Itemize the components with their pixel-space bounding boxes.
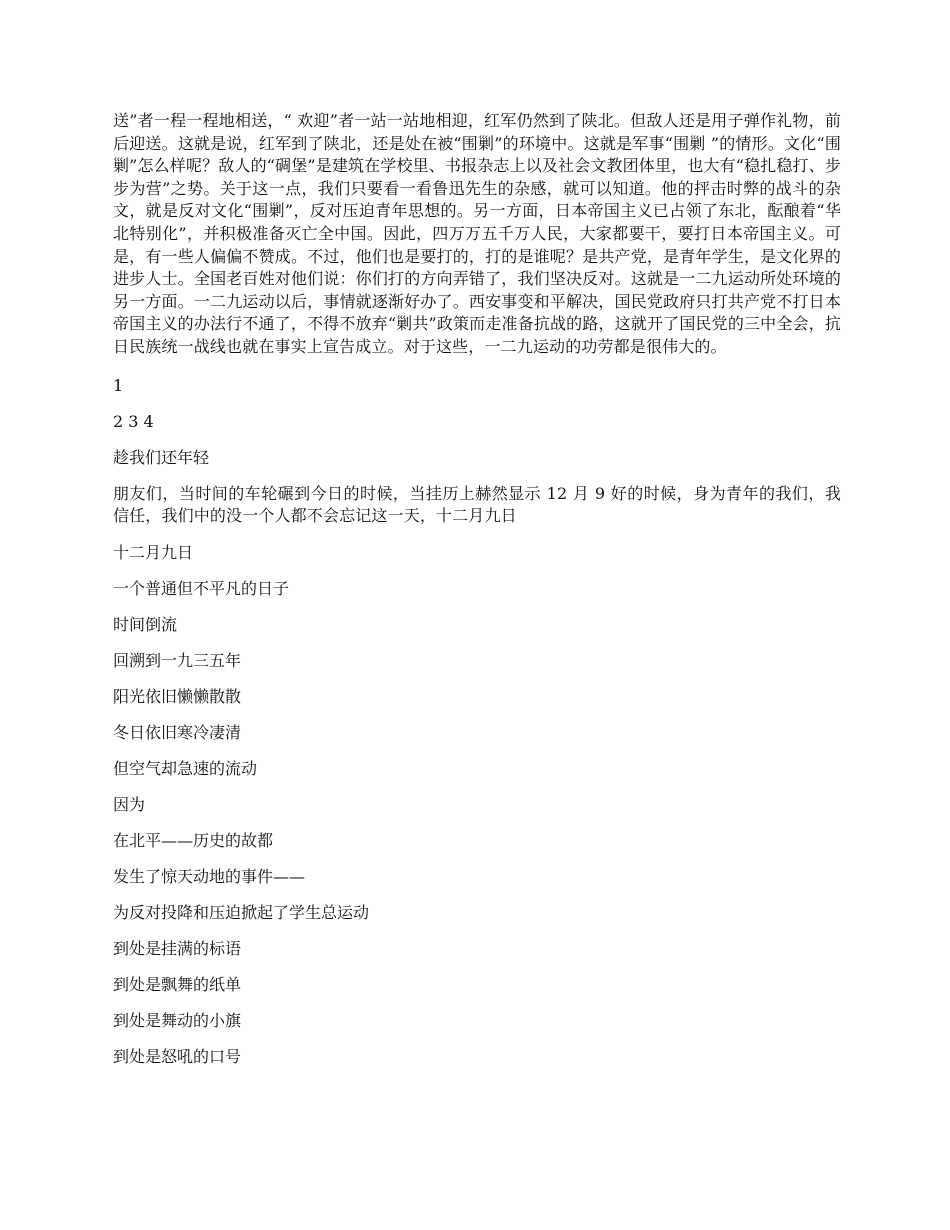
- poem: [113, 542, 841, 1068]
- poem-line: 阳光依旧懒懒散散: [113, 686, 242, 706]
- section-title: 趁我们还年轻: [113, 447, 210, 467]
- poem-line: 到处是挂满的标语: [113, 938, 242, 958]
- poem-line: 因为: [113, 794, 146, 814]
- poem-line: 时间倒流: [113, 614, 178, 634]
- poem-line: 但空气却急速的流动: [113, 758, 258, 778]
- poem-line: 在北平——历史的故都: [113, 830, 274, 850]
- poem-line: 十二月九日: [113, 542, 194, 562]
- page-number-1: 1: [113, 375, 124, 395]
- poem-line: 发生了惊天动地的事件——: [113, 866, 306, 886]
- page-numbers-2-3-4: 2 3 4: [113, 411, 154, 431]
- opening-paragraph: 朋友们，当时间的车轮碾到今日的时候，当挂历上赫然显示 12 月 9 好的时候，身为青年的我们，我信任，我们中的没一个人都不会忘记这一天，十二月九日: [113, 483, 841, 526]
- poem-line: 一个普通但不平凡的日子: [113, 578, 290, 598]
- intro-paragraph: 送”者一程一程地相送，“ 欢迎”者一站一站地相迎，红军仍然到了陕北。但敌人还是用子弹作礼物，前后迎送。这就是说，红军到了陕北，还是处在被“围剿”的环境中。这就是军事“围剿 ”的情形。文化“围剿”怎么样呢？敌人的“碉堡”是建筑在学校里、书报杂志上以及社会文教团体里，也大有“稳扎稳打、步步为营”之势。关于这一点，我们只要看一看鲁迅先生的杂感，就可以知道。他的抨击时弊的战斗的杂文，就是反对文化“围剿”，反对压迫青年思想的。另一方面，日本帝国主义已占领了东北，酝酿着“华北特别化”，并积极准备灭亡全中国。因此，四万万五千万人民，大家都要干，要打日本帝国主义。可是，有一些人偏偏不赞成。不过，他们也是要打的，打的是谁呢？是共产党，是青年学生，是文化界的进步人士。全国老百姓对他们说：你们打的方向弄错了，我们坚决反对。这就是一二九运动所处环境的另一方面。一二九运动以后，事情就逐渐好办了。西安事变和平解决，国民党政府只打共产党不打日本帝国主义的办法行不通了，不得不放弃“剿共”政策而走准备抗战的路，这就开了国民党的三中全会，抗日民族统一战线也就在事实上宣告成立。对于这些，一二九运动的功劳都是很伟大的。: [113, 111, 841, 356]
- poem-line: 到处是怒吼的口号: [113, 1046, 242, 1066]
- document-page: [113, 110, 841, 1068]
- poem-line: 冬日依旧寒冷凄清: [113, 722, 242, 742]
- poem-line: 回溯到一九三五年: [113, 650, 242, 670]
- poem-line: 到处是飘舞的纸单: [113, 974, 242, 994]
- poem-line: 到处是舞动的小旗: [113, 1010, 242, 1030]
- poem-line: 为反对投降和压迫掀起了学生总运动: [113, 902, 370, 922]
